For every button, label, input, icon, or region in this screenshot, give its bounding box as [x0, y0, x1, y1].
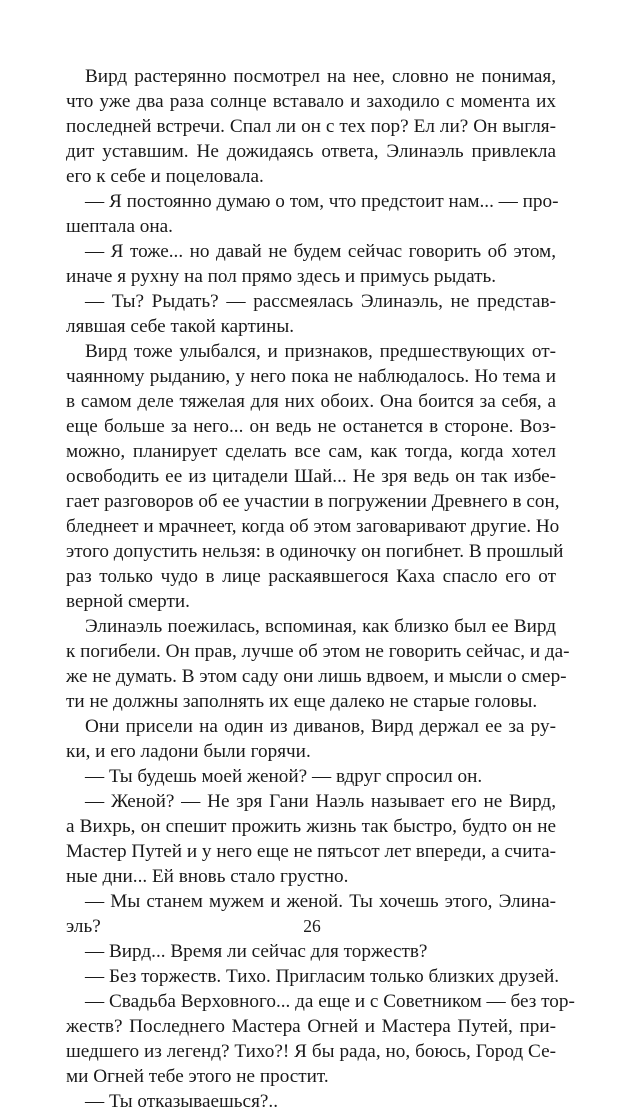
text-line: Они присели на один из диванов, Вирд держал ее за ру-	[85, 716, 556, 737]
text-line: жеств? Последнего Мастера Огней и Мастера Путей, при-	[66, 1016, 556, 1037]
text-line: его к себе и поцеловала.	[66, 166, 264, 187]
text-line: — Ты отказываешься?..	[85, 1091, 278, 1112]
text-line: — Я постоянно думаю о том, что предстоит нам... — про-	[85, 191, 559, 212]
page-number: 26	[303, 916, 321, 936]
text-line: что уже два раза солнце вставало и заходило с момента их	[66, 91, 556, 112]
text-line: — Я тоже... но давай не будем сейчас говорить об этом,	[85, 241, 556, 262]
text-line: ти не должны заполнять их еще далеко не старые головы.	[66, 691, 538, 712]
text-line: последней встречи. Спал ли он с тех пор? Ел ли? Он выгля-	[66, 116, 556, 137]
text-line: а Вихрь, он спешит прожить жизнь так быстро, будто он не	[66, 816, 556, 837]
text-line: — Мы станем мужем и женой. Ты хочешь этого, Элина-	[85, 891, 556, 912]
text-line: ми Огней тебе этого не простит.	[66, 1066, 329, 1087]
text-line: эль?	[66, 916, 101, 937]
text-line: же не думать. В этом саду они лишь вдвоем, и мысли о смер-	[66, 666, 567, 687]
text-line: дит уставшим. Не дожидаясь ответа, Элинаэль привлекла	[66, 141, 556, 162]
text-line: шептала она.	[66, 216, 173, 237]
body-text	[66, 64, 575, 1114]
text-line: освободить ее из цитадели Шай... Не зря ведь он так избе-	[66, 466, 556, 487]
text-line: в самом деле тяжелая для них обоих. Она боится за себя, а	[66, 391, 556, 412]
text-line: — Ты будешь моей женой? — вдруг спросил он.	[85, 766, 483, 787]
text-line: — Женой? — Не зря Гани Наэль называет его не Вирд,	[85, 791, 556, 812]
text-line: ные дни... Ей вновь стало грустно.	[66, 866, 349, 887]
text-line: раз только чудо в лице раскаявшегося Каха спасло его от	[66, 566, 556, 587]
text-line: — Свадьба Верховного... да еще и с Советником — без тор-	[85, 991, 575, 1012]
text-line: к погибели. Он прав, лучше об этом не говорить сейчас, и да-	[66, 641, 570, 662]
text-line: еще больше за него... он ведь не останется в стороне. Воз-	[66, 416, 556, 437]
text-line: Вирд растерянно посмотрел на нее, словно не понимая,	[85, 66, 556, 87]
text-line: бледнеет и мрачнеет, когда об этом заговаривают другие. Но	[66, 516, 560, 537]
text-line: — Вирд... Время ли сейчас для торжеств?	[85, 941, 428, 962]
text-line: иначе я рухну на пол прямо здесь и примусь рыдать.	[66, 266, 497, 287]
text-line: — Ты? Рыдать? — рассмеялась Элинаэль, не представ-	[85, 291, 556, 312]
text-line: Мастер Путей и у него еще не пятьсот лет впереди, а счита-	[66, 841, 556, 862]
text-line: лявшая себе такой картины.	[66, 316, 295, 337]
text-line: Вирд тоже улыбался, и признаков, предшествующих от-	[85, 341, 556, 362]
text-line: Элинаэль поежилась, вспоминая, как близко был ее Вирд	[85, 616, 556, 637]
text-line: — Без торжеств. Тихо. Пригласим только близких друзей.	[85, 966, 560, 987]
text-line: можно, планирует сделать все сам, как тогда, когда хотел	[66, 441, 556, 462]
text-line: чаянному рыданию, у него пока не наблюдалось. Но тема и	[66, 366, 556, 387]
text-line: шедшего из легенд? Тихо?! Я бы рада, но, боюсь, Город Се-	[66, 1041, 556, 1062]
text-line: этого допустить нельзя: в одиночку он погибнет. В прошлый	[66, 541, 564, 562]
text-line: верной смерти.	[66, 591, 190, 612]
text-line: гает разговоров об ее участии в погружении Древнего в сон,	[66, 491, 560, 512]
text-line: ки, и его ладони были горячи.	[66, 741, 311, 762]
